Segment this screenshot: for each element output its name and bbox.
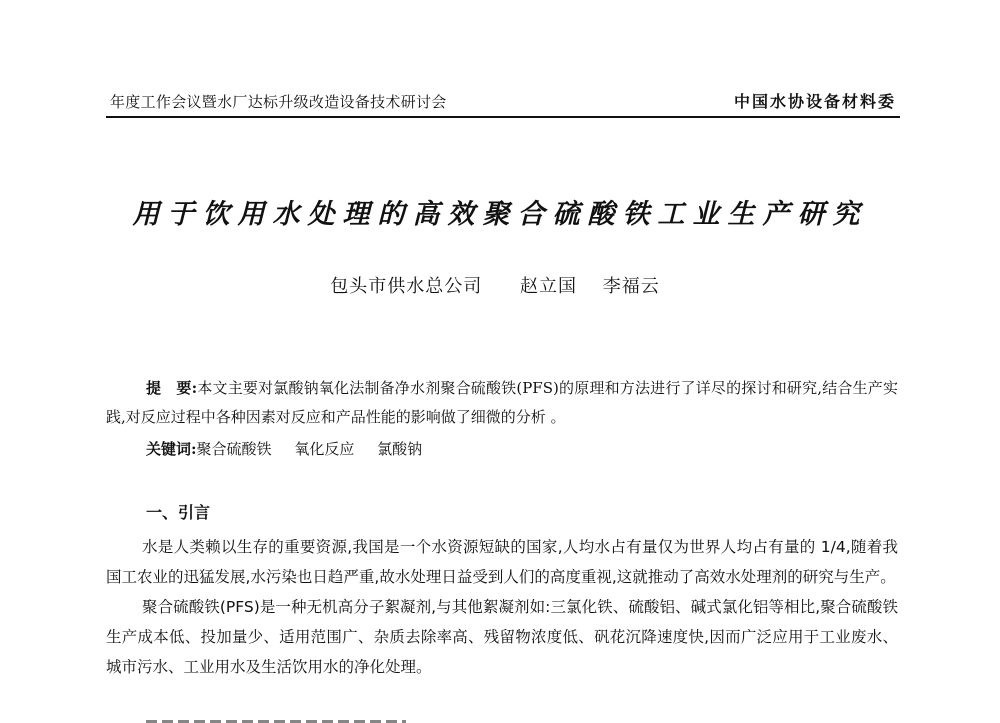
abstract-text: 本文主要对氯酸钠氧化法制备净水剂聚合硫酸铁(PFS)的原理和方法进行了详尽的探讨和研究,结合生产实践,对反应过程中各种因素对反应和产品性能的影响做了细微的分析 。 (106, 379, 898, 426)
running-header (106, 88, 900, 118)
author-line (0, 272, 1000, 298)
abstract (106, 374, 898, 432)
section-body (106, 532, 898, 682)
paragraph-1: 水是人类赖以生存的重要资源,我国是一个水资源短缺的国家,人均水占有量仅为世界人均占有量的 1/4,随着我国工农业的迅猛发展,水污染也日趋严重,故水处理日益受到人们的高度重视,这就推动了高效水处理剂的研究与生产。 (106, 538, 898, 586)
paragraph-2: 聚合硫酸铁(PFS)是一种无机高分子絮凝剂,与其他絮凝剂如:三氯化铁、硫酸铝、碱式氯化铝等相比,聚合硫酸铁生产成本低、投加量少、适用范围广、杂质去除率高、残留物浓度低、矾花沉降速度快,因而广泛应用于工业废水、城市污水、工业用水及生活饮用水的净化处理。 (106, 598, 898, 676)
cropped-text-line (146, 713, 406, 723)
author-name-1: 赵立国 (520, 276, 577, 297)
keyword-3: 氯酸钠 (377, 440, 423, 458)
keywords (146, 438, 440, 459)
header-organization: 中国水协设备材料委 (733, 92, 896, 111)
abstract-label: 提 要: (146, 379, 198, 397)
section-heading: 一、引言 (146, 503, 211, 522)
keyword-1: 聚合硫酸铁 (196, 440, 272, 458)
paper-title: 用于饮用水处理的高效聚合硫酸铁工业生产研究 (132, 199, 868, 230)
author-affiliation: 包头市供水总公司 (330, 276, 483, 297)
keywords-label: 关键词: (146, 440, 197, 458)
keyword-2: 氧化反应 (294, 440, 355, 458)
author-name-2: 李福云 (602, 276, 660, 297)
header-conference-title: 年度工作会议暨水厂达标升级改造设备技术研讨会 (110, 93, 447, 111)
